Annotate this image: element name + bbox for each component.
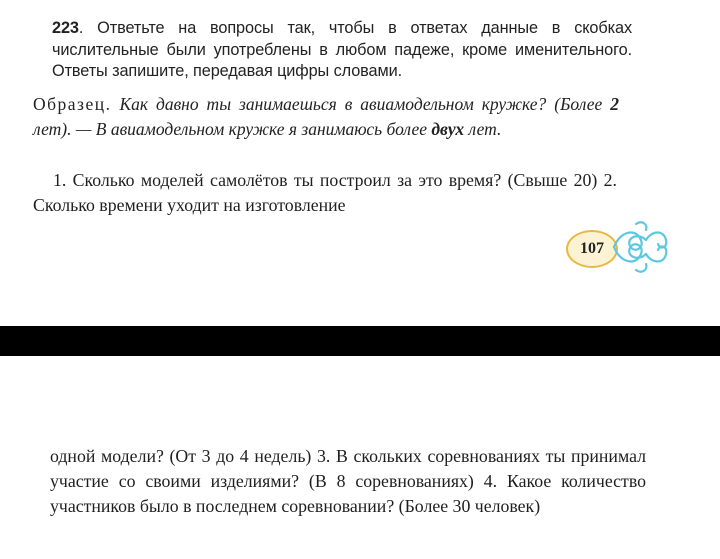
sample-answer-bold: двух — [431, 119, 465, 139]
exercise-text: . Ответьте на вопросы так, чтобы в ответах данные в скобках числительные были употреблены в любом падеже, кроме именительного. Ответы запишите, передавая цифры словами. — [52, 19, 632, 80]
screenshot-black-band — [0, 326, 720, 356]
sample-question-bold: 2 — [610, 94, 620, 114]
exercise-number: 223 — [52, 19, 79, 37]
sample-block — [33, 92, 619, 142]
sample-question-part1: Как давно ты занимаешься в авиамодельном кружке? (Более — [119, 94, 611, 114]
decorative-ornament-icon — [606, 218, 672, 276]
sample-answer-end: лет. — [464, 119, 502, 139]
page-number-badge: 107 — [566, 230, 618, 268]
exercise-instruction — [52, 18, 632, 83]
questions-top: 1. Сколько моделей самолётов ты построил за это время? (Свыше 20) 2. Сколько времени уходит на изготовление — [33, 170, 617, 215]
sample-label: Образец. — [33, 94, 112, 114]
sample-question-part2: лет). — В авиамодельном кружке я занимаюсь более — [33, 119, 432, 139]
questions-bottom: одной модели? (От 3 до 4 недель) 3. В скольких соревнованиях ты принимал участие со своими изделиями? (В 8 соревнованиях) 4. Какое количество участников было в последнем соревновании? (Более 30 человек) — [50, 446, 646, 516]
